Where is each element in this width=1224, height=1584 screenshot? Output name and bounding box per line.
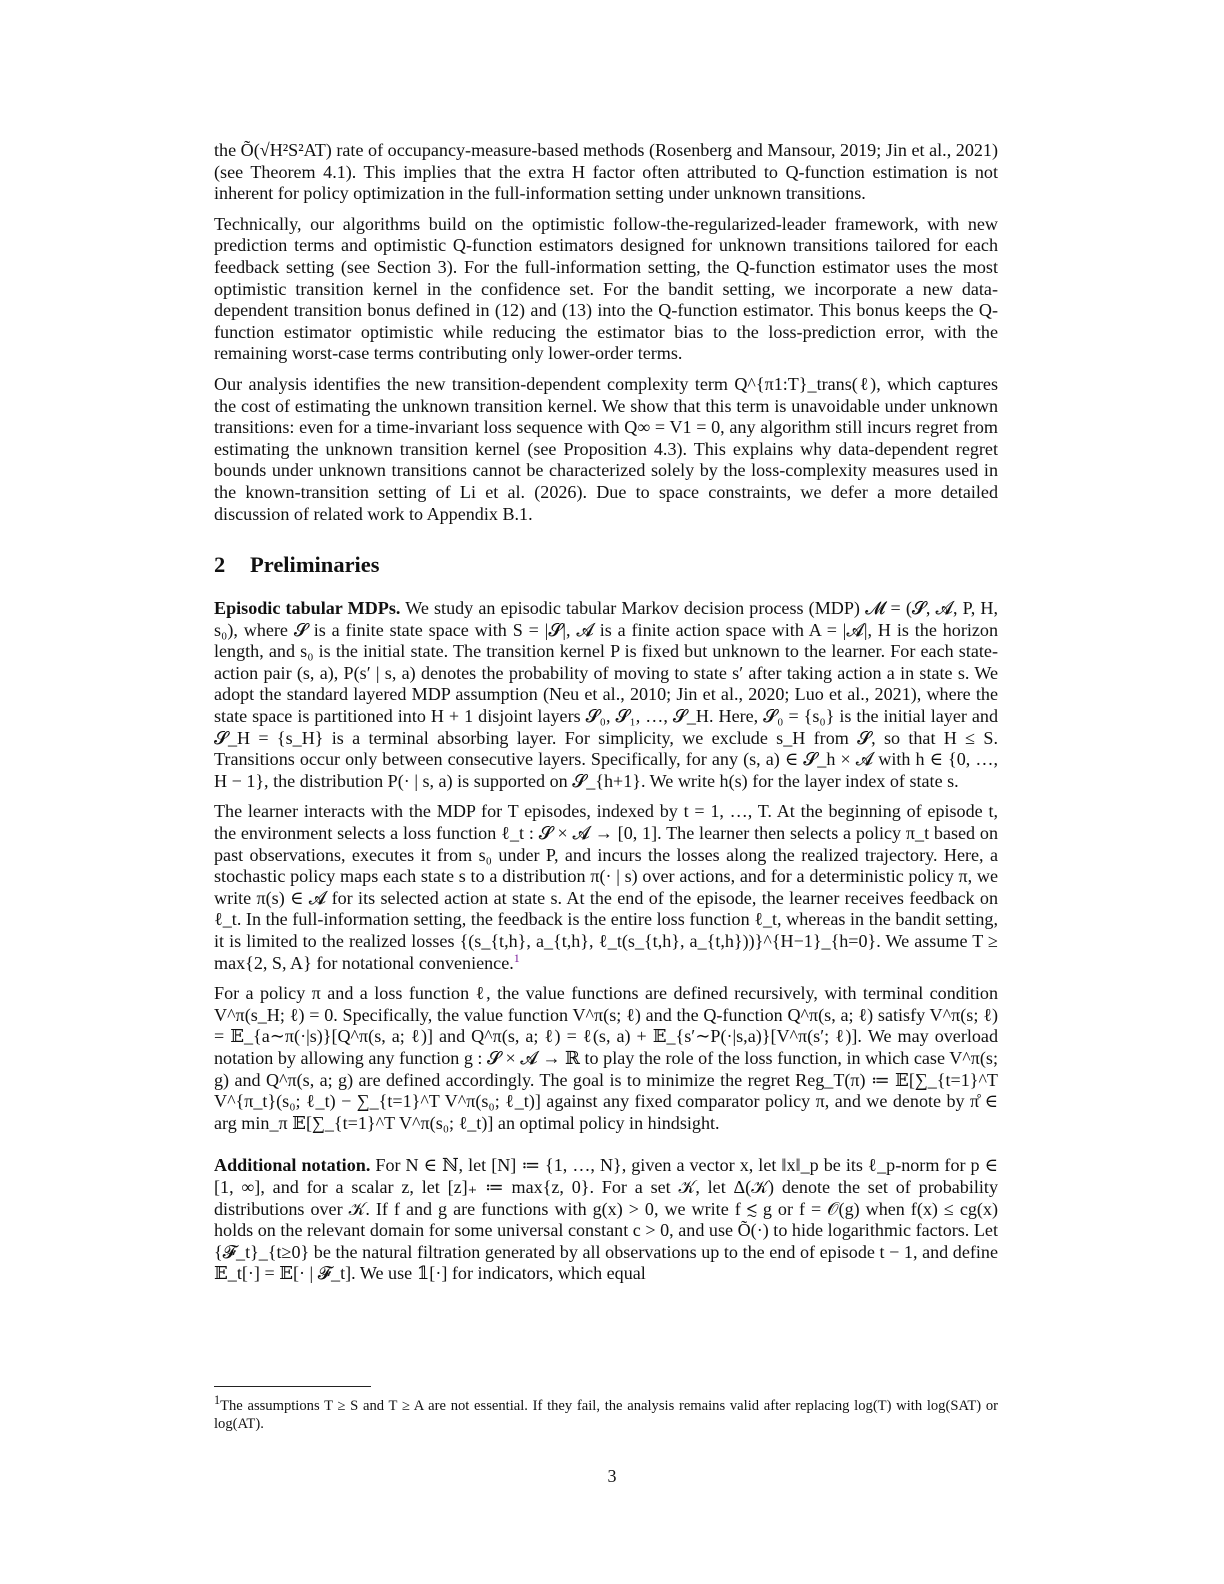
section-heading <box>214 552 998 578</box>
paragraph-learner <box>214 801 998 974</box>
footnote-divider <box>214 1386 371 1387</box>
footnote-text: The assumptions T ≥ S and T ≥ A are not essential. If they fail, the analysis remains valid after replacing log(T) with log(SAT) or log(AT). <box>214 1397 998 1433</box>
paragraph-text: For a policy π and a loss function ℓ, the value functions are defined recursively, with terminal condition V^π(s_H; ℓ) = 0. Specifically, the value function V^π(s; ℓ) and the Q-function Q^π(s, a; ℓ) satisfy V^π(s; ℓ) = 𝔼_{a∼π(·|s)}[Q^π(s, a; ℓ)] and Q^π(s, a; ℓ) = ℓ(s, a) + 𝔼_{s′∼P(·|s,a)}[V^π(s′; ℓ)]. We may overload notation by allowing any function g : 𝓢 × 𝓐 → ℝ to play the role of the loss function, in which case V^π(s; g) and Q^π(s, a; g) are defined accordingly. The goal is to minimize the regret Reg_T(π) ≔ 𝔼[∑_{t=1}^T V^{π_t}(s₀; ℓ_t) − ∑_{t=1}^T V^π(s₀; ℓ_t)] against any fixed comparator policy π, and we denote by π̊ ∈ arg min_π 𝔼[∑_{t=1}^T V^π(s₀; ℓ_t)] an optimal policy in hindsight. <box>214 983 998 1133</box>
spacer <box>214 1143 998 1155</box>
paragraph-text: Technically, our algorithms build on the optimistic follow-the-regularized-leader framework, with new prediction terms and optimistic Q-function estimators designed for unknown transitions tailored for each feedback setting (see Section 3). For the full-information setting, the Q-function estimator uses the most optimistic transition kernel in the confidence set. For the bandit setting, we incorporate a new data-dependent transition bonus defined in (12) and (13) into the Q-function estimator. This bonus keeps the Q-function estimator optimistic while reducing the estimator bias to the loss-prediction error, with the remaining worst-case terms contributing only lower-order terms. <box>214 213 998 364</box>
paragraph-additional-notation <box>214 1155 998 1285</box>
paragraph-technical <box>214 214 998 365</box>
paragraph-analysis <box>214 374 998 525</box>
section-title: Preliminaries <box>250 552 380 578</box>
section-number: 2 <box>214 552 226 578</box>
paragraph-heading: Episodic tabular MDPs. <box>214 598 401 619</box>
footnote-number: 1 <box>214 1393 221 1407</box>
paragraph-text: For N ∈ ℕ, let [N] ≔ {1, …, N}, given a vector x, let ‖x‖_p be its ℓ_p-norm for p ∈ [1, ∞], and for a scalar z, let [z]₊ ≔ max{z, 0}. For a set 𝒦, let Δ(𝒦) denote the set of probability distributions over 𝒦. If f and g are functions with g(x) > 0, we write f ≲ g or f = 𝒪(g) when f(x) ≤ cg(x) holds on the relevant domain for some universal constant c > 0, and use Õ(·) to hide logarithmic factors. Let {𝓕_t}_{t≥0} be the natural filtration generated by all observations up to the end of episode t − 1, and define 𝔼_t[·] = 𝔼[· | 𝓕_t]. We use 𝟙[·] for indicators, which equal <box>214 1155 998 1284</box>
footnote <box>214 1391 998 1434</box>
paragraph-text: the Õ(√H²S²AT) rate of occupancy-measure-based methods (Rosenberg and Mansour, 2019; Jin et al., 2021) (see Theorem 4.1). This implies that the extra H factor often attributed to Q-function estimation is not inherent for policy optimization in the full-information setting under unknown transitions. <box>214 140 998 204</box>
paper-body <box>214 140 998 1294</box>
page-number: 3 <box>607 1466 617 1486</box>
paragraph-value-functions <box>214 983 998 1134</box>
paragraph-text: Our analysis identifies the new transition-dependent complexity term Q^{π1:T}_trans(ℓ), which captures the cost of estimating the unknown transition kernel. We show that this term is unavoidable under unknown transitions: even for a time-invariant loss sequence with Q∞ = V1 = 0, any algorithm still incurs regret from estimating the unknown transition kernel (see Proposition 4.3). This explains why data-dependent regret bounds under unknown transitions cannot be characterized solely by the loss-complexity measures used in the known-transition setting of Li et al. (2026). Due to space constraints, we defer a more detailed discussion of related work to Appendix B.1. <box>214 373 998 524</box>
paragraph-heading: Additional notation. <box>214 1155 371 1176</box>
paragraph-text: The learner interacts with the MDP for T episodes, indexed by t = 1, …, T. At the beginning of episode t, the environment selects a loss function ℓ_t : 𝓢 × 𝓐 → [0, 1]. The learner then selects a policy π_t based on past observations, executes it from s₀ under P, and incurs the losses along the realized trajectory. Here, a stochastic policy maps each state s to a distribution π(· | s) over actions, and for a deterministic policy π, we write π(s) ∈ 𝓐 for its selected action at state s. At the end of the episode, the learner receives feedback on ℓ_t. In the full-information setting, the feedback is the entire loss function ℓ_t, whereas in the bandit setting, it is limited to the realized losses {(s_{t,h}, a_{t,h}, ℓ_t(s_{t,h}, a_{t,h}))}^{H−1}_{h=0}. We assume T ≥ max{2, S, A} for notational convenience. <box>214 801 998 973</box>
paragraph-intro-rate <box>214 140 998 205</box>
paragraph-episodic-mdps <box>214 598 998 792</box>
footnote-marker[interactable]: 1 <box>513 950 520 965</box>
paragraph-text: We study an episodic tabular Markov decision process (MDP) 𝓜 = (𝓢, 𝓐, P, H, s₀), where 𝓢 is a finite state space with S = |𝓢|, 𝓐 is a finite action space with A = |𝓐|, H is the horizon length, and s₀ is the initial state. The transition kernel P is fixed but unknown to the learner. For each state-action pair (s, a), P(s′ | s, a) denotes the probability of moving to state s′ after taking action a in state s. We adopt the standard layered MDP assumption (Neu et al., 2010; Jin et al., 2020; Luo et al., 2021), where the state space is partitioned into H + 1 disjoint layers 𝓢₀, 𝓢₁, …, 𝓢_H. Here, 𝓢₀ = {s₀} is the initial layer and 𝓢_H = {s_H} is a terminal absorbing layer. For simplicity, we exclude s_H from 𝓢, so that H ≤ S. Transitions occur only between consecutive layers. Specifically, for any (s, a) ∈ 𝓢_h × 𝓐 with h ∈ {0, …, H − 1}, the distribution P(· | s, a) is supported on 𝓢_{h+1}. We write h(s) for the layer index of state s. <box>214 598 998 791</box>
